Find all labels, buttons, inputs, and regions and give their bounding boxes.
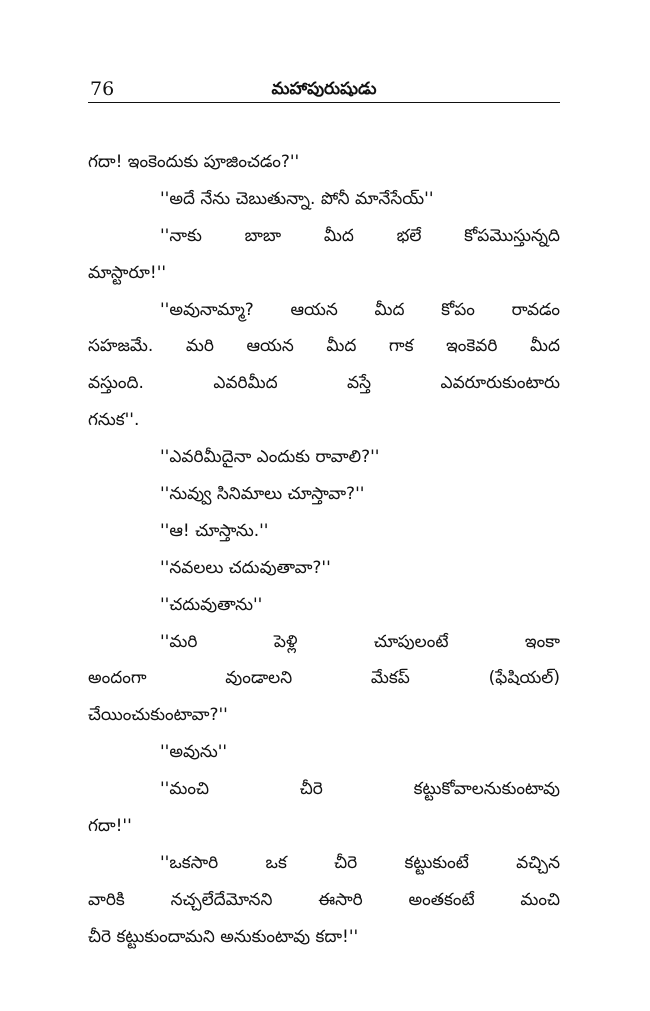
text-line: చీరె కట్టుకుందామని అనుకుంటావు కదా!'' bbox=[88, 926, 359, 947]
text-line: సహజమే. మరి ఆయన మీద గాక ఇంకెవరి మీద bbox=[88, 336, 560, 357]
text-line: ''చదువుతాను'' bbox=[160, 594, 263, 615]
text-line: వస్తుంది. ఎవరిమీద వస్తే ఎవరూరుకుంటారు bbox=[88, 373, 560, 394]
text-line: ''మరి పెళ్లి చూపులంటే ఇంకా bbox=[160, 631, 560, 652]
text-line: మాస్టారూ!'' bbox=[88, 262, 167, 283]
text-line: ''ఎవరిమీదైనా ఎందుకు రావాలి?'' bbox=[160, 447, 380, 468]
text-line: ''నవలలు చదువుతావా?'' bbox=[160, 557, 331, 578]
text-line: ''నాకు బాబా మీద భలే కోపమొస్తున్నది bbox=[160, 225, 560, 246]
text-line: ''మంచి చీరె కట్టుకోవాలనుకుంటావు bbox=[160, 779, 560, 800]
page-number: 76 bbox=[90, 78, 115, 100]
running-title: మహాపురుషుడు bbox=[271, 79, 377, 99]
text-line: ''నువ్వు సినిమాలు చూస్తావా?'' bbox=[160, 484, 365, 505]
text-line: ''ఒకసారి ఒక చీరె కట్టుకుంటే వచ్చిన bbox=[160, 852, 560, 873]
text-line: గదా! ఇంకెందుకు పూజించడం?'' bbox=[88, 152, 300, 172]
text-line: చేయించుకుంటావా?'' bbox=[88, 705, 228, 726]
text-line: వారికి నచ్చలేదేమోనని ఈసారి అంతకంటే మంచి bbox=[88, 889, 560, 910]
text-line: గదా!'' bbox=[88, 816, 132, 837]
text-line: ''ఆ! చూస్తాను.'' bbox=[160, 520, 269, 541]
text-line: అందంగా వుండాలని మేకప్ (ఫేషియల్) bbox=[88, 668, 560, 689]
text-line: ''అవునామ్మా? ఆయన మీద కోపం రావడం bbox=[160, 299, 560, 320]
text-line: ''అవును'' bbox=[160, 742, 228, 763]
text-line: గనుక''. bbox=[88, 410, 140, 431]
page-header bbox=[88, 68, 560, 102]
header-divider bbox=[88, 102, 560, 103]
page-body bbox=[88, 144, 560, 956]
text-line: ''అదే నేను చెబుతున్నా. పోనీ మానేసేయ్'' bbox=[160, 188, 434, 209]
